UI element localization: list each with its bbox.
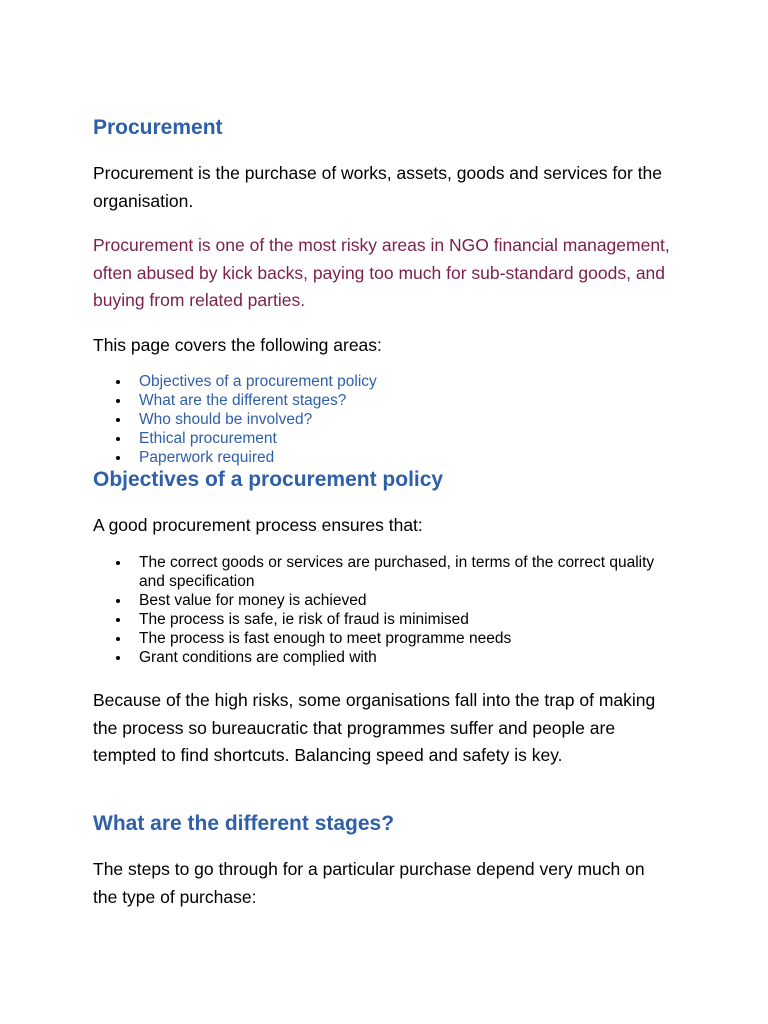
toc-link[interactable]: Who should be involved? [139,411,313,428]
bullet-icon [116,456,120,460]
toc-link[interactable]: Objectives of a procurement policy [139,373,377,390]
toc-item-objectives[interactable] [93,372,683,391]
bullet-icon [116,599,120,603]
toc-link[interactable]: Ethical procurement [139,430,277,447]
bullet-icon [116,418,120,422]
list-item: The process is safe, ie risk of fraud is minimised [93,610,673,629]
bullet-icon [116,399,120,403]
covers-intro: This page covers the following areas: [93,335,382,355]
intro-paragraph: Procurement is the purchase of works, assets, goods and services for the organisation. [93,163,663,211]
page-title: Procurement [93,116,223,139]
list-item: The process is fast enough to meet programme needs [93,629,673,648]
objectives-closing-paragraph: Because of the high risks, some organisations fall into the trap of making the process so bureaucratic that programmes suffer and people are tempted to find shortcuts. Balancing speed and safety is key. [93,690,656,765]
objectives-intro: A good procurement process ensures that: [93,515,423,535]
toc-link[interactable]: Paperwork required [139,449,275,466]
bullet-icon [116,618,120,622]
toc-item-ethical[interactable] [93,429,683,448]
toc-item-involved[interactable] [93,410,683,429]
objectives-list [93,553,673,667]
bullet-icon [116,637,120,641]
stages-intro: The steps to go through for a particular purchase depend very much on the type of purchase: [93,859,645,907]
toc-link[interactable]: What are the different stages? [139,392,347,409]
risk-note-paragraph: Procurement is one of the most risky areas in NGO financial management, often abused by kick backs, paying too much for sub-standard goods, and buying from related parties. [93,235,670,310]
bullet-icon [116,380,120,384]
toc-item-paperwork[interactable] [93,448,683,467]
bullet-icon [116,656,120,660]
stages-heading: What are the different stages? [93,812,395,835]
toc-item-stages[interactable] [93,391,683,410]
objectives-heading: Objectives of a procurement policy [93,468,444,491]
list-item: The correct goods or services are purchased, in terms of the correct quality and specification [93,553,673,591]
bullet-icon [116,561,120,565]
list-item: Best value for money is achieved [93,591,673,610]
toc-list [93,372,683,467]
bullet-icon [116,437,120,441]
list-item: Grant conditions are complied with [93,648,673,667]
